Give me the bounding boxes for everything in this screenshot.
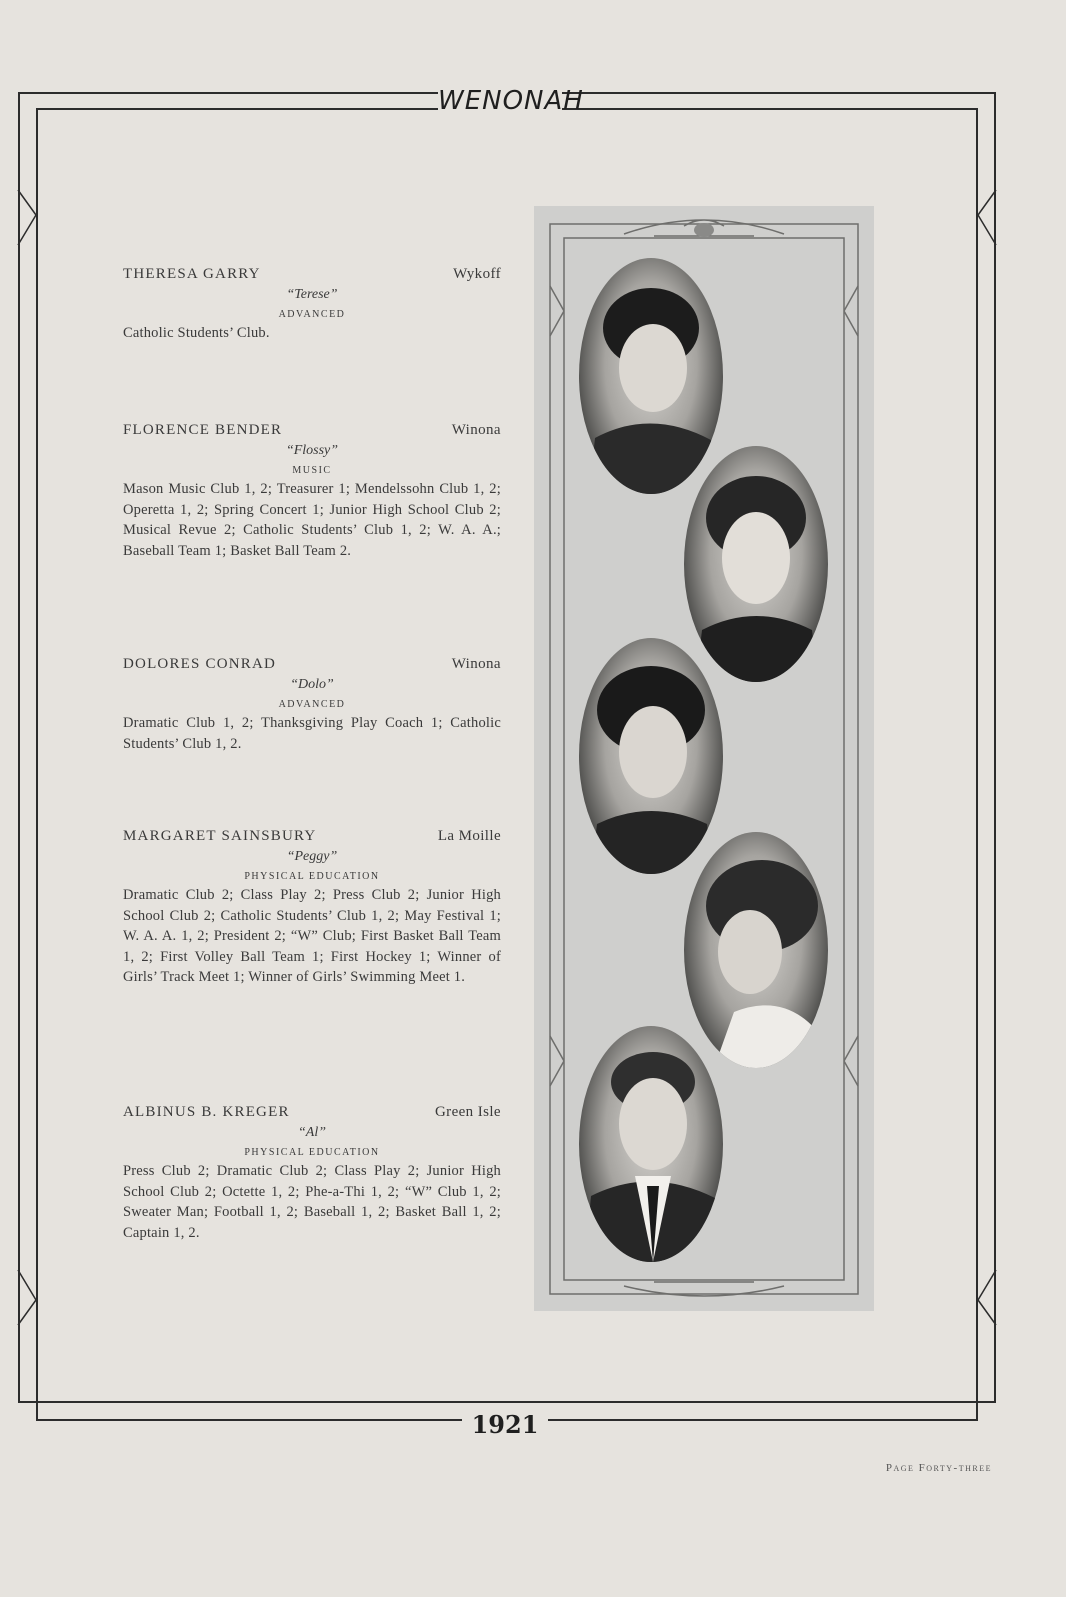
- student-nickname: “Al”: [297, 1125, 326, 1140]
- portrait-photo-icon: [579, 258, 723, 494]
- student-entry: [123, 656, 501, 754]
- student-nickname: “Dolo”: [290, 677, 334, 692]
- student-hometown: Winona: [451, 422, 501, 438]
- student-name: MARGARET SAINSBURY: [123, 828, 317, 844]
- portrait-figure: [579, 258, 723, 494]
- student-name: THERESA GARRY: [123, 266, 261, 282]
- student-activities: Mason Music Club 1, 2; Treasurer 1; Mendelssohn Club 1, 2; Operetta 1, 2; Spring Concert 1; Junior High School Club 2; Musical Revue 2; Catholic Students’ Club 1, 2; W. A. A.; Baseball Team 1; Basket Ball Team 2.: [123, 481, 501, 559]
- portrait-figure: [579, 638, 723, 874]
- student-course: ADVANCED: [278, 309, 346, 320]
- student-hometown: Wykoff: [453, 266, 501, 282]
- student-activities: Catholic Students’ Club.: [123, 325, 270, 341]
- student-hometown: Green Isle: [434, 1104, 501, 1120]
- student-activities: Dramatic Club 1, 2; Thanksgiving Play Coach 1; Catholic Students’ Club 1, 2.: [123, 715, 501, 752]
- page-number: Page Forty-three: [885, 1462, 992, 1474]
- portrait-figure: [684, 832, 828, 1068]
- student-activities: Press Club 2; Dramatic Club 2; Class Play 2; Junior High School Club 2; Octette 1, 2; Phe-a-Thi 1, 2; “W” Club 1, 2; Sweater Man; Football 1, 2; Baseball 1, 2; Basket Ball 1, 2; Captain 1, 2.: [123, 1163, 501, 1241]
- student-entry: [123, 422, 501, 561]
- student-entry: [123, 1104, 501, 1243]
- portrait-panel: [534, 206, 874, 1311]
- portrait-photo-icon: [684, 446, 828, 682]
- student-name: ALBINUS B. KREGER: [123, 1104, 290, 1120]
- student-course: PHYSICAL EDUCATION: [244, 1147, 380, 1158]
- portrait-figure: [579, 1026, 723, 1262]
- portrait-photo-icon: [579, 638, 723, 874]
- student-course: PHYSICAL EDUCATION: [244, 871, 380, 882]
- student-name: DOLORES CONRAD: [123, 656, 277, 672]
- student-course: MUSIC: [292, 465, 332, 476]
- student-hometown: La Moille: [437, 828, 501, 844]
- yearbook-year: 1921: [462, 1408, 548, 1442]
- student-entry: [123, 828, 501, 988]
- student-nickname: “Flossy”: [285, 443, 339, 458]
- student-activities: Dramatic Club 2; Class Play 2; Press Club 2; Junior High School Club 2; Catholic Students’ Club 1, 2; May Festival 1; W. A. A. 1, 2; President 2; “W” Club; First Basket Ball Team 1, 2; First Volley Ball Team 1; First Hockey 1; Winner of Girls’ Track Meet 1; Winner of Girls’ Swimming Meet 1.: [123, 887, 501, 985]
- student-name: FLORENCE BENDER: [123, 422, 283, 438]
- student-hometown: Winona: [451, 656, 501, 672]
- portrait-photo-icon: [684, 832, 828, 1068]
- yearbook-title: WENONAH: [438, 86, 584, 116]
- portrait-figure: [684, 446, 828, 682]
- student-nickname: “Peggy”: [286, 849, 338, 864]
- student-nickname: “Terese”: [286, 287, 338, 302]
- portrait-photo-icon: [579, 1026, 723, 1262]
- student-entry: [123, 266, 501, 344]
- student-course: ADVANCED: [278, 699, 346, 710]
